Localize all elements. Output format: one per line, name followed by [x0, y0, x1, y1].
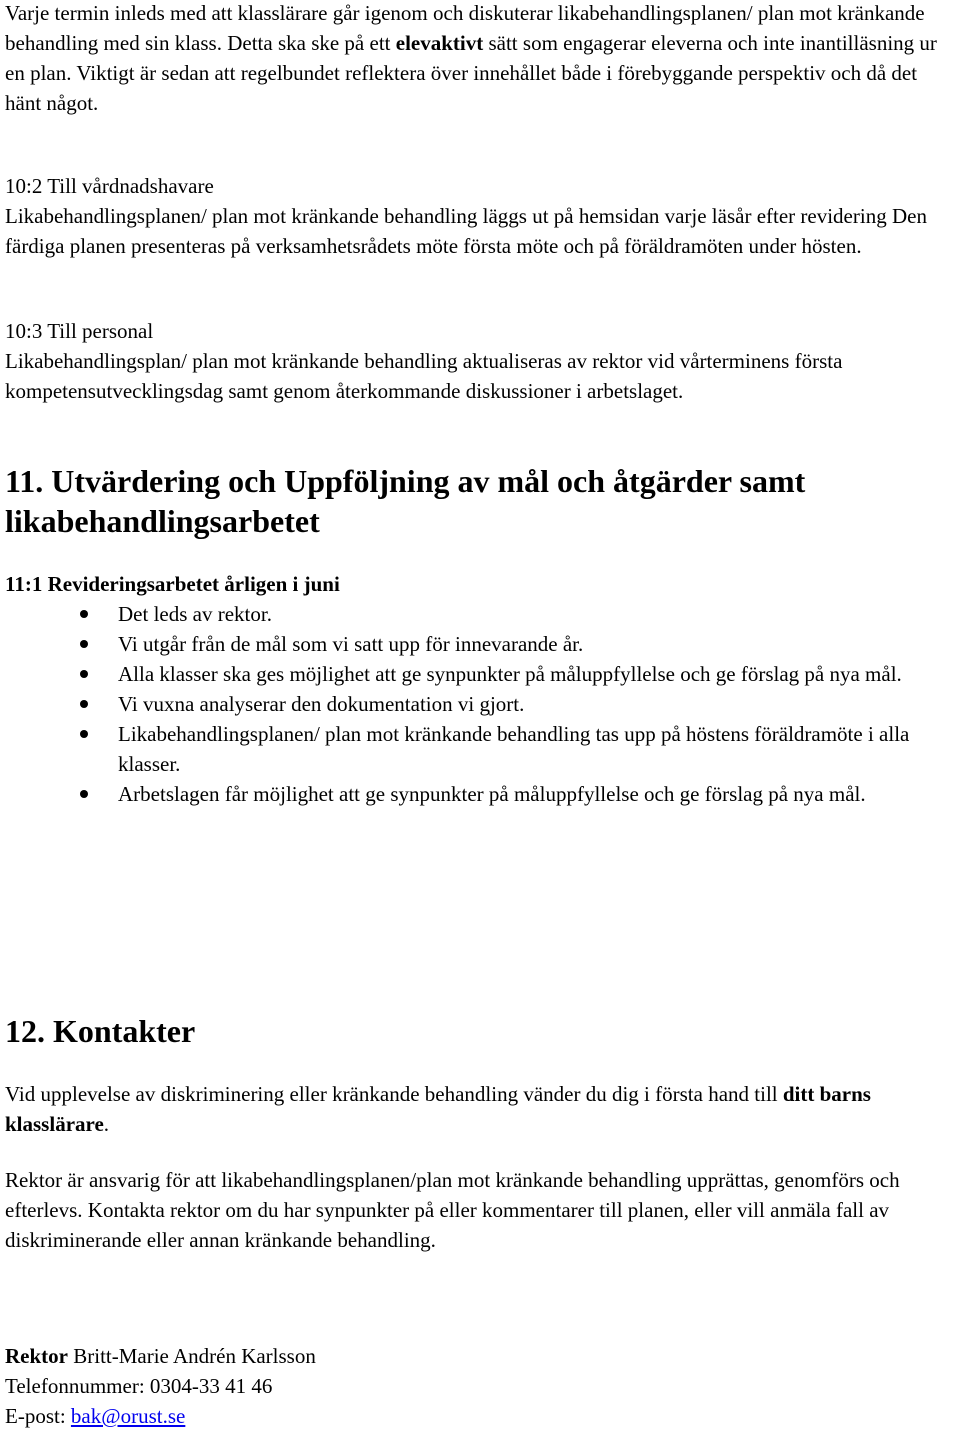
signature-name: Britt-Marie Andrén Karlsson	[67, 1344, 316, 1368]
list-item-text: Vi vuxna analyserar den dokumentation vi gjort.	[118, 692, 525, 716]
list-item	[5, 689, 950, 719]
section-11-1-subheading: 11:1 Revideringsarbetet årligen i juni	[5, 572, 340, 596]
contact-emphasis: ditt barns klasslärare	[5, 1082, 871, 1136]
list-item	[5, 629, 950, 659]
signature-role: Rektor	[5, 1344, 68, 1368]
list-item	[5, 779, 950, 809]
section-heading: 10:3 Till personal	[5, 319, 154, 343]
list-item-text: Likabehandlingsplanen/ plan mot kränkande behandling tas upp på höstens föräldramöte i alla klasser.	[118, 722, 910, 776]
list-item-text: Alla klasser ska ges möjlighet att ge synpunkter på måluppfyllelse och ge förslag på nya mål.	[118, 662, 902, 686]
bullet-icon	[80, 640, 88, 648]
bullet-icon	[80, 730, 88, 738]
signature-phone-line	[5, 1371, 950, 1401]
intro-emphasis: elevaktivt	[395, 31, 484, 55]
intro-paragraph	[5, 0, 950, 118]
list-item-text: Det leds av rektor.	[118, 602, 272, 626]
principal-responsibility-paragraph: Rektor är ansvarig för att likabehandlingsplanen/plan mot kränkande behandling upprättas, genomförs och efterlevs. Kontakta rektor om du har synpunkter på eller kommentarer till planen, eller vill anmäla fall av diskriminerande eller annan kränkande behandling.	[5, 1168, 900, 1252]
contact-paragraph	[5, 1079, 950, 1139]
intro-text: Varje termin inleds med att klasslärare går igenom och diskuterar likabehandlingsplanen/ plan mot kränkande behandling med sin klass. Detta ska ske på ett	[5, 1, 925, 55]
signature-email-line	[5, 1401, 950, 1431]
signature-block	[5, 1341, 950, 1431]
section-body: Likabehandlingsplan/ plan mot kränkande behandling aktualiseras av rektor vid vårterminens första kompetensutvecklingsdag samt genom återkommande diskussioner i arbetslaget.	[5, 349, 843, 403]
section-11-heading: 11. Utvärdering och Uppföljning av mål och åtgärder samt likabehandlingsarbetet	[5, 463, 806, 539]
email-label: E-post:	[5, 1404, 71, 1428]
bullet-icon	[80, 790, 88, 798]
revision-bullet-list	[5, 599, 950, 809]
section-10-2	[5, 171, 950, 261]
bullet-icon	[80, 700, 88, 708]
phone-label: Telefonnummer:	[5, 1374, 150, 1398]
section-10-3	[5, 316, 950, 406]
list-item	[5, 719, 950, 779]
contact-text-end: .	[103, 1112, 110, 1136]
email-link[interactable]: bak@orust.se	[70, 1404, 186, 1428]
section-heading: 10:2 Till vårdnadshavare	[5, 174, 214, 198]
bullet-icon	[80, 610, 88, 618]
list-item	[5, 599, 950, 629]
list-item-text: Arbetslagen får möjlighet att ge synpunkter på måluppfyllelse och ge förslag på nya mål.	[118, 782, 866, 806]
section-12-heading: 12. Kontakter	[5, 1013, 196, 1049]
bullet-icon	[80, 670, 88, 678]
section-body: Likabehandlingsplanen/ plan mot kränkande behandling läggs ut på hemsidan varje läsår efter revidering Den färdiga planen presenteras på verksamhetsrådets möte första möte och på föräldramöten under hösten.	[5, 204, 927, 258]
phone-number: 0304-33 41 46	[149, 1374, 273, 1398]
list-item	[5, 659, 950, 689]
list-item-text: Vi utgår från de mål som vi satt upp för innevarande år.	[118, 632, 584, 656]
contact-text: Vid upplevelse av diskriminering eller kränkande behandling vänder du dig i första hand till	[5, 1082, 783, 1106]
signature-name-line	[5, 1341, 950, 1371]
intro-text-continued: sätt som engagerar eleverna och inte inantilläsning ur en plan. Viktigt är sedan att regelbundet reflektera över innehållet både i förebyggande perspektiv och då det hänt något.	[5, 31, 937, 115]
